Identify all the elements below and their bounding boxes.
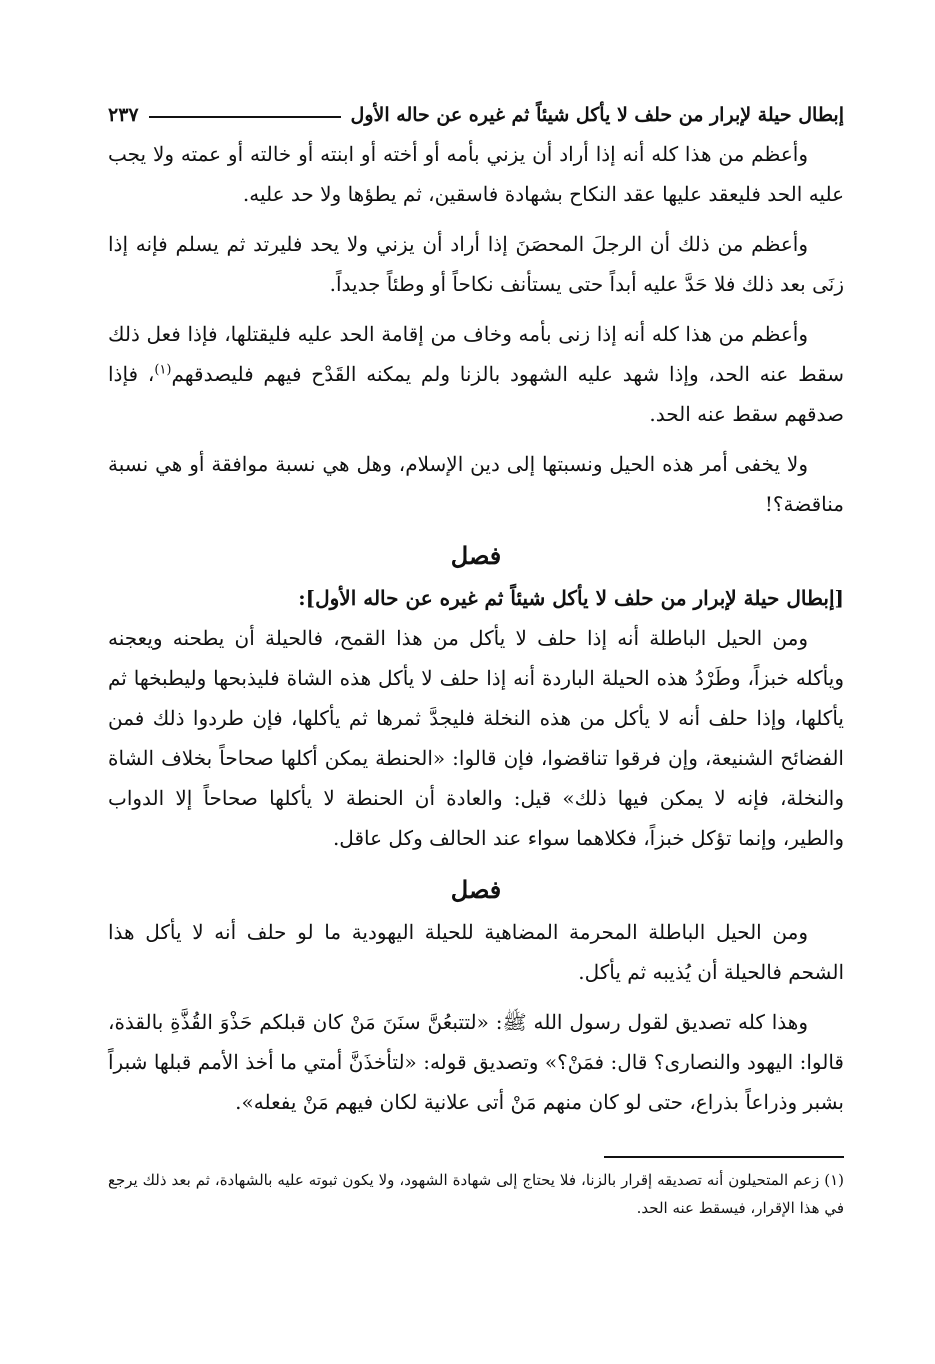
paragraph-5: ومن الحيل الباطلة أنه إذا حلف لا يأكل من هذا القمح، فالحيلة أن يطحنه ويعجنه ويأكله خبزاً، وطَرْدُ هذه الحيلة الباردة أنه إذا حلف لا يأكل هذه الشاة فليذبحها وليطبخها ثم يأكلها، وإذا حلف أنه لا يأكل من هذه النخلة فليجدَّ ثمرها ثم يأكلها، فإن طردوا ذلك فمن الفضائح الشنيعة، وإن فرقوا تناقضوا، فإن قالوا: «الحنطة يمكن أكلها صحاحاً بخلاف الشاة والنخلة، فإنه لا يمكن فيها ذلك» قيل: والعادة أن الحنطة لا يأكلها صحاحاً إلا الدواب والطير، وإنما تؤكل خبزاً، فكلاهما سواء عند الحالف وكل عاقل. — [108, 626, 844, 850]
paragraph-2: وأعظم من ذلك أن الرجلَ المحصَنَ إذا أراد أن يزني ولا يحد فليرتد ثم يسلم فإنه إذا زنَى بعد ذلك فلا حَدَّ عليه أبداً حتى يستأنف نكاحاً أو وطئاً جديداً. — [108, 232, 844, 296]
running-title: إبطال حيلة لإبرار من حلف لا يأكل شيئاً ثم غيره عن حاله الأول — [350, 104, 844, 126]
page-number: ٢٣٧ — [108, 104, 139, 126]
running-header — [108, 86, 844, 126]
footnote-1: (١) زعم المتحيلون أنه تصديقه إقرار بالزنا، فلا يحتاج إلى شهادة الشهود، ولا يكون ثبوته عليه بالشهادة، ثم بعد ذلك يرجع في هذا الإقرار، فيسقط عنه الحد. — [108, 1171, 844, 1217]
footnote-rule — [604, 1156, 844, 1158]
section-heading-1: فصل — [450, 541, 502, 570]
paragraph-3-text-b: ، فإذا صدقهم سقط عنه الحد. — [108, 362, 844, 426]
section-heading-2: فصل — [450, 875, 502, 904]
paragraph-7: وهذا كله تصديق لقول رسول الله ﷺ: «لتتبعُنَّ سنَنَ مَنْ كان قبلكم حَذْوَ القُذَّةِ بالقذة، قالوا: اليهود والنصارى؟ قال: فمَنْ؟» وتصديق قوله: «لتأخذَنَّ أمتي ما أخذ الأمم قبلها شبراً بشبر وذراعاً بذراع، حتى لو كان منهم مَنْ أتى علانية لكان فيهم مَنْ يفعله». — [108, 1010, 844, 1114]
paragraph-6: ومن الحيل الباطلة المحرمة المضاهية للحيلة اليهودية ما لو حلف أنه لا يأكل هذا الشحم فالحيلة أن يُذيبه ثم يأكل. — [108, 920, 844, 984]
footnote-reference: (١) — [154, 362, 172, 378]
paragraph-4: ولا يخفى أمر هذه الحيل ونسبتها إلى دين الإسلام، وهل هي نسبة موافقة أو هي نسبة مناقضة؟! — [108, 452, 844, 516]
paragraph-1: وأعظم من هذا كله أنه إذا أراد أن يزني بأمه أو أخته أو ابنته أو خالته أو عمته ولا يجب عليه الحد فليعقد عليها عقد النكاح بشهادة فاسقين، ثم يطؤها ولا حد عليه. — [108, 142, 844, 206]
paragraph-3 — [108, 314, 844, 434]
book-page — [108, 86, 844, 1222]
section-subheading: [إبطال حيلة لإبرار من حلف لا يأكل شيئاً ثم غيره عن حاله الأول]: — [298, 586, 844, 610]
paragraph-3-text-a: وأعظم من هذا كله أنه إذا زنى بأمه وخاف من إقامة الحد عليه فليقتلها، فإذا فعل ذلك سقط عنه الحد، وإذا شهد عليه الشهود بالزنا ولم يمكنه القَدْح فيهم فليصدقهم — [108, 322, 844, 386]
header-rule — [149, 116, 341, 118]
